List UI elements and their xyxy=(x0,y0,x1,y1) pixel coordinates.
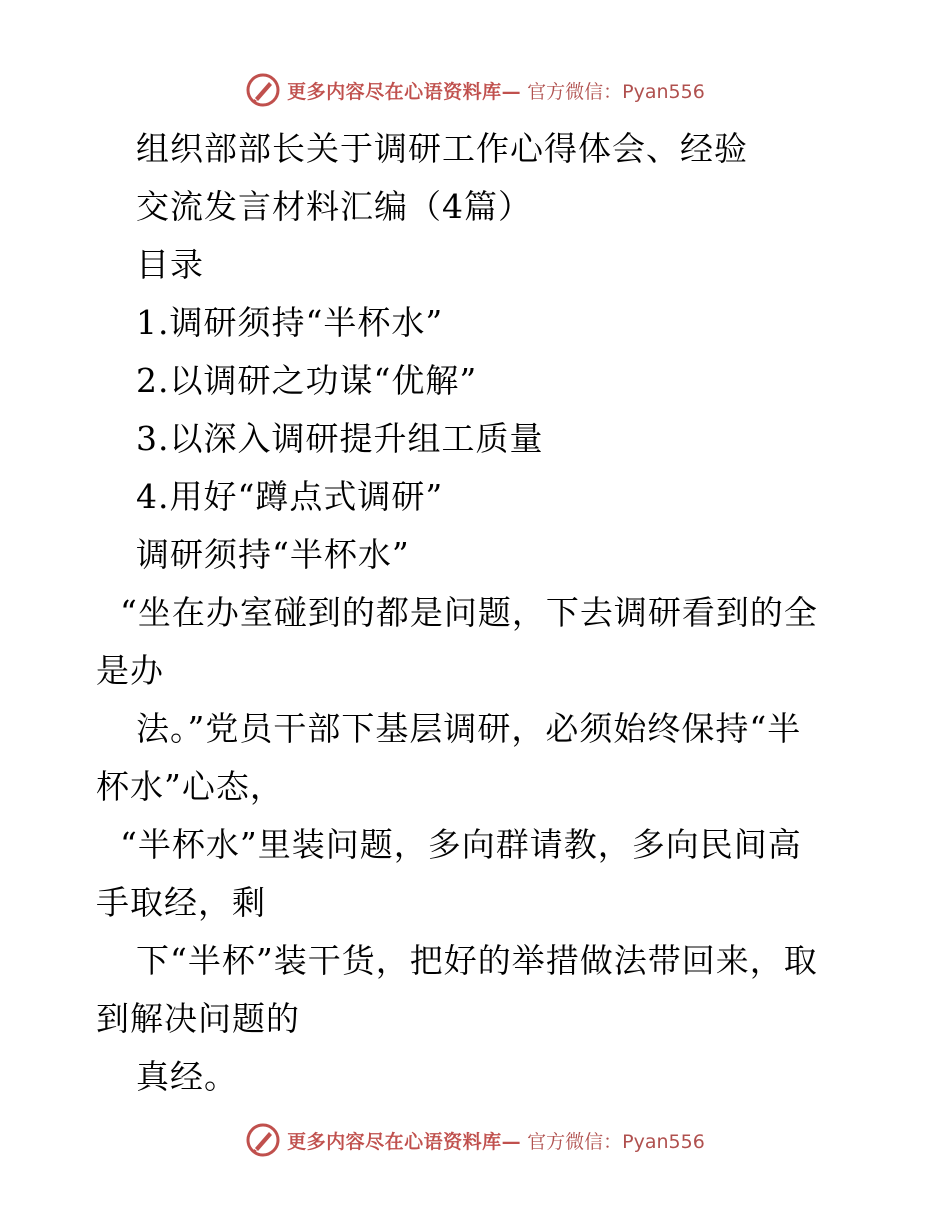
banner-wechat: 官方微信：Pyan556 xyxy=(527,80,705,103)
body-line: 组织部部长关于调研工作心得体会、经验 xyxy=(136,129,748,168)
body-line: 目录 xyxy=(136,245,204,284)
body-line: 杯水”心态， xyxy=(96,767,284,806)
body-line: 1.调研须持“半杯水” xyxy=(136,303,444,342)
banner-text: 更多内容尽在心语资料库— xyxy=(287,1130,522,1153)
body-line: 手取经，剩 xyxy=(96,883,266,922)
pen-logo-icon xyxy=(245,72,281,108)
body-line: 3.以深入调研提升组工质量 xyxy=(136,419,544,458)
body-line: 交流发言材料汇编（4篇） xyxy=(136,187,532,226)
body-line: “坐在办室碰到的都是问题，下去调研看到的全 xyxy=(120,593,818,632)
body-line: “半杯水”里装问题，多向群请教，多向民间高 xyxy=(120,825,802,864)
header-watermark xyxy=(0,70,950,110)
footer-watermark xyxy=(0,1120,950,1160)
body-line: 到解决问题的 xyxy=(96,999,300,1038)
body-line: 法。”党员干部下基层调研，必须始终保持“半 xyxy=(136,709,802,748)
banner-wechat: 官方微信：Pyan556 xyxy=(527,1130,705,1153)
body-line: 调研须持“半杯水” xyxy=(136,535,410,574)
body-line: 4.用好“蹲点式调研” xyxy=(136,477,444,516)
body-line: 是办 xyxy=(96,651,164,690)
body-line: 2.以调研之功谋“优解” xyxy=(136,361,478,400)
banner-text: 更多内容尽在心语资料库— xyxy=(287,80,522,103)
body-line: 真经。 xyxy=(136,1057,238,1096)
document-body xyxy=(96,120,856,1106)
body-line: 下“半杯”装干货，把好的举措做法带回来，取 xyxy=(136,941,818,980)
pen-logo-icon xyxy=(245,1122,281,1158)
